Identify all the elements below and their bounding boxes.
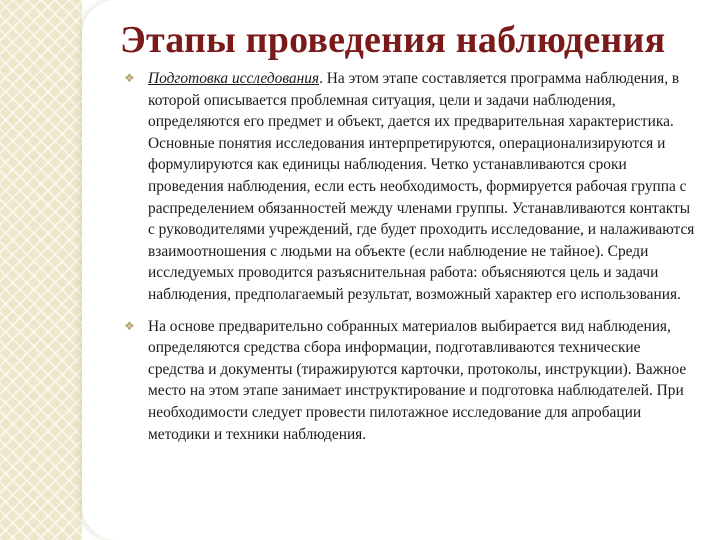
bullet-item-materials bbox=[124, 316, 698, 446]
diamond-bullet-icon: ❖ bbox=[124, 318, 135, 333]
bullet-item-preparation bbox=[124, 68, 698, 306]
bullet-term: Подготовка исследования bbox=[148, 70, 320, 87]
bullet-list bbox=[124, 68, 698, 445]
decorative-side-pattern bbox=[0, 0, 82, 540]
bullet-text: . На этом этапе составляется программа наблюдения, в которой описывается проблемная ситуация, цели и задачи наблюдения, определяются его предмет и объект, дается их предварительная характеристика. Основные понятия исследования интерпретируются, операционализируются и формулируются как единицы наблюдения. Четко устанавливаются сроки проведения наблюдения, если есть необходимость, формируется рабочая группа с распределением обязанностей между членами группы. Устанавливаются контакты с руководителями учреждений, где будет проходить исследование, и налаживаются взаимоотношения с людьми на объекте (если наблюдение не тайное). Среди исследуемых проводится разъяснительная работа: объясняются цель и задачи наблюдения, предполагаемый результат, возможный характер его использования. bbox=[148, 70, 695, 303]
diamond-bullet-icon: ❖ bbox=[124, 71, 135, 85]
bullet-text: На основе предварительно собранных материалов выбирается вид наблюдения, определяются средства сбора информации, подготавливаются технические средства и документы (тиражируются карточки, протоколы, инструкции). Важное место на этом этапе занимает инструктирование и подготовка наблюдателей. При необходимости следует провести пилотажное исследование для апробации методики и техники наблюдения. bbox=[148, 317, 687, 443]
slide-title: Этапы проведения наблюдения bbox=[120, 19, 666, 61]
